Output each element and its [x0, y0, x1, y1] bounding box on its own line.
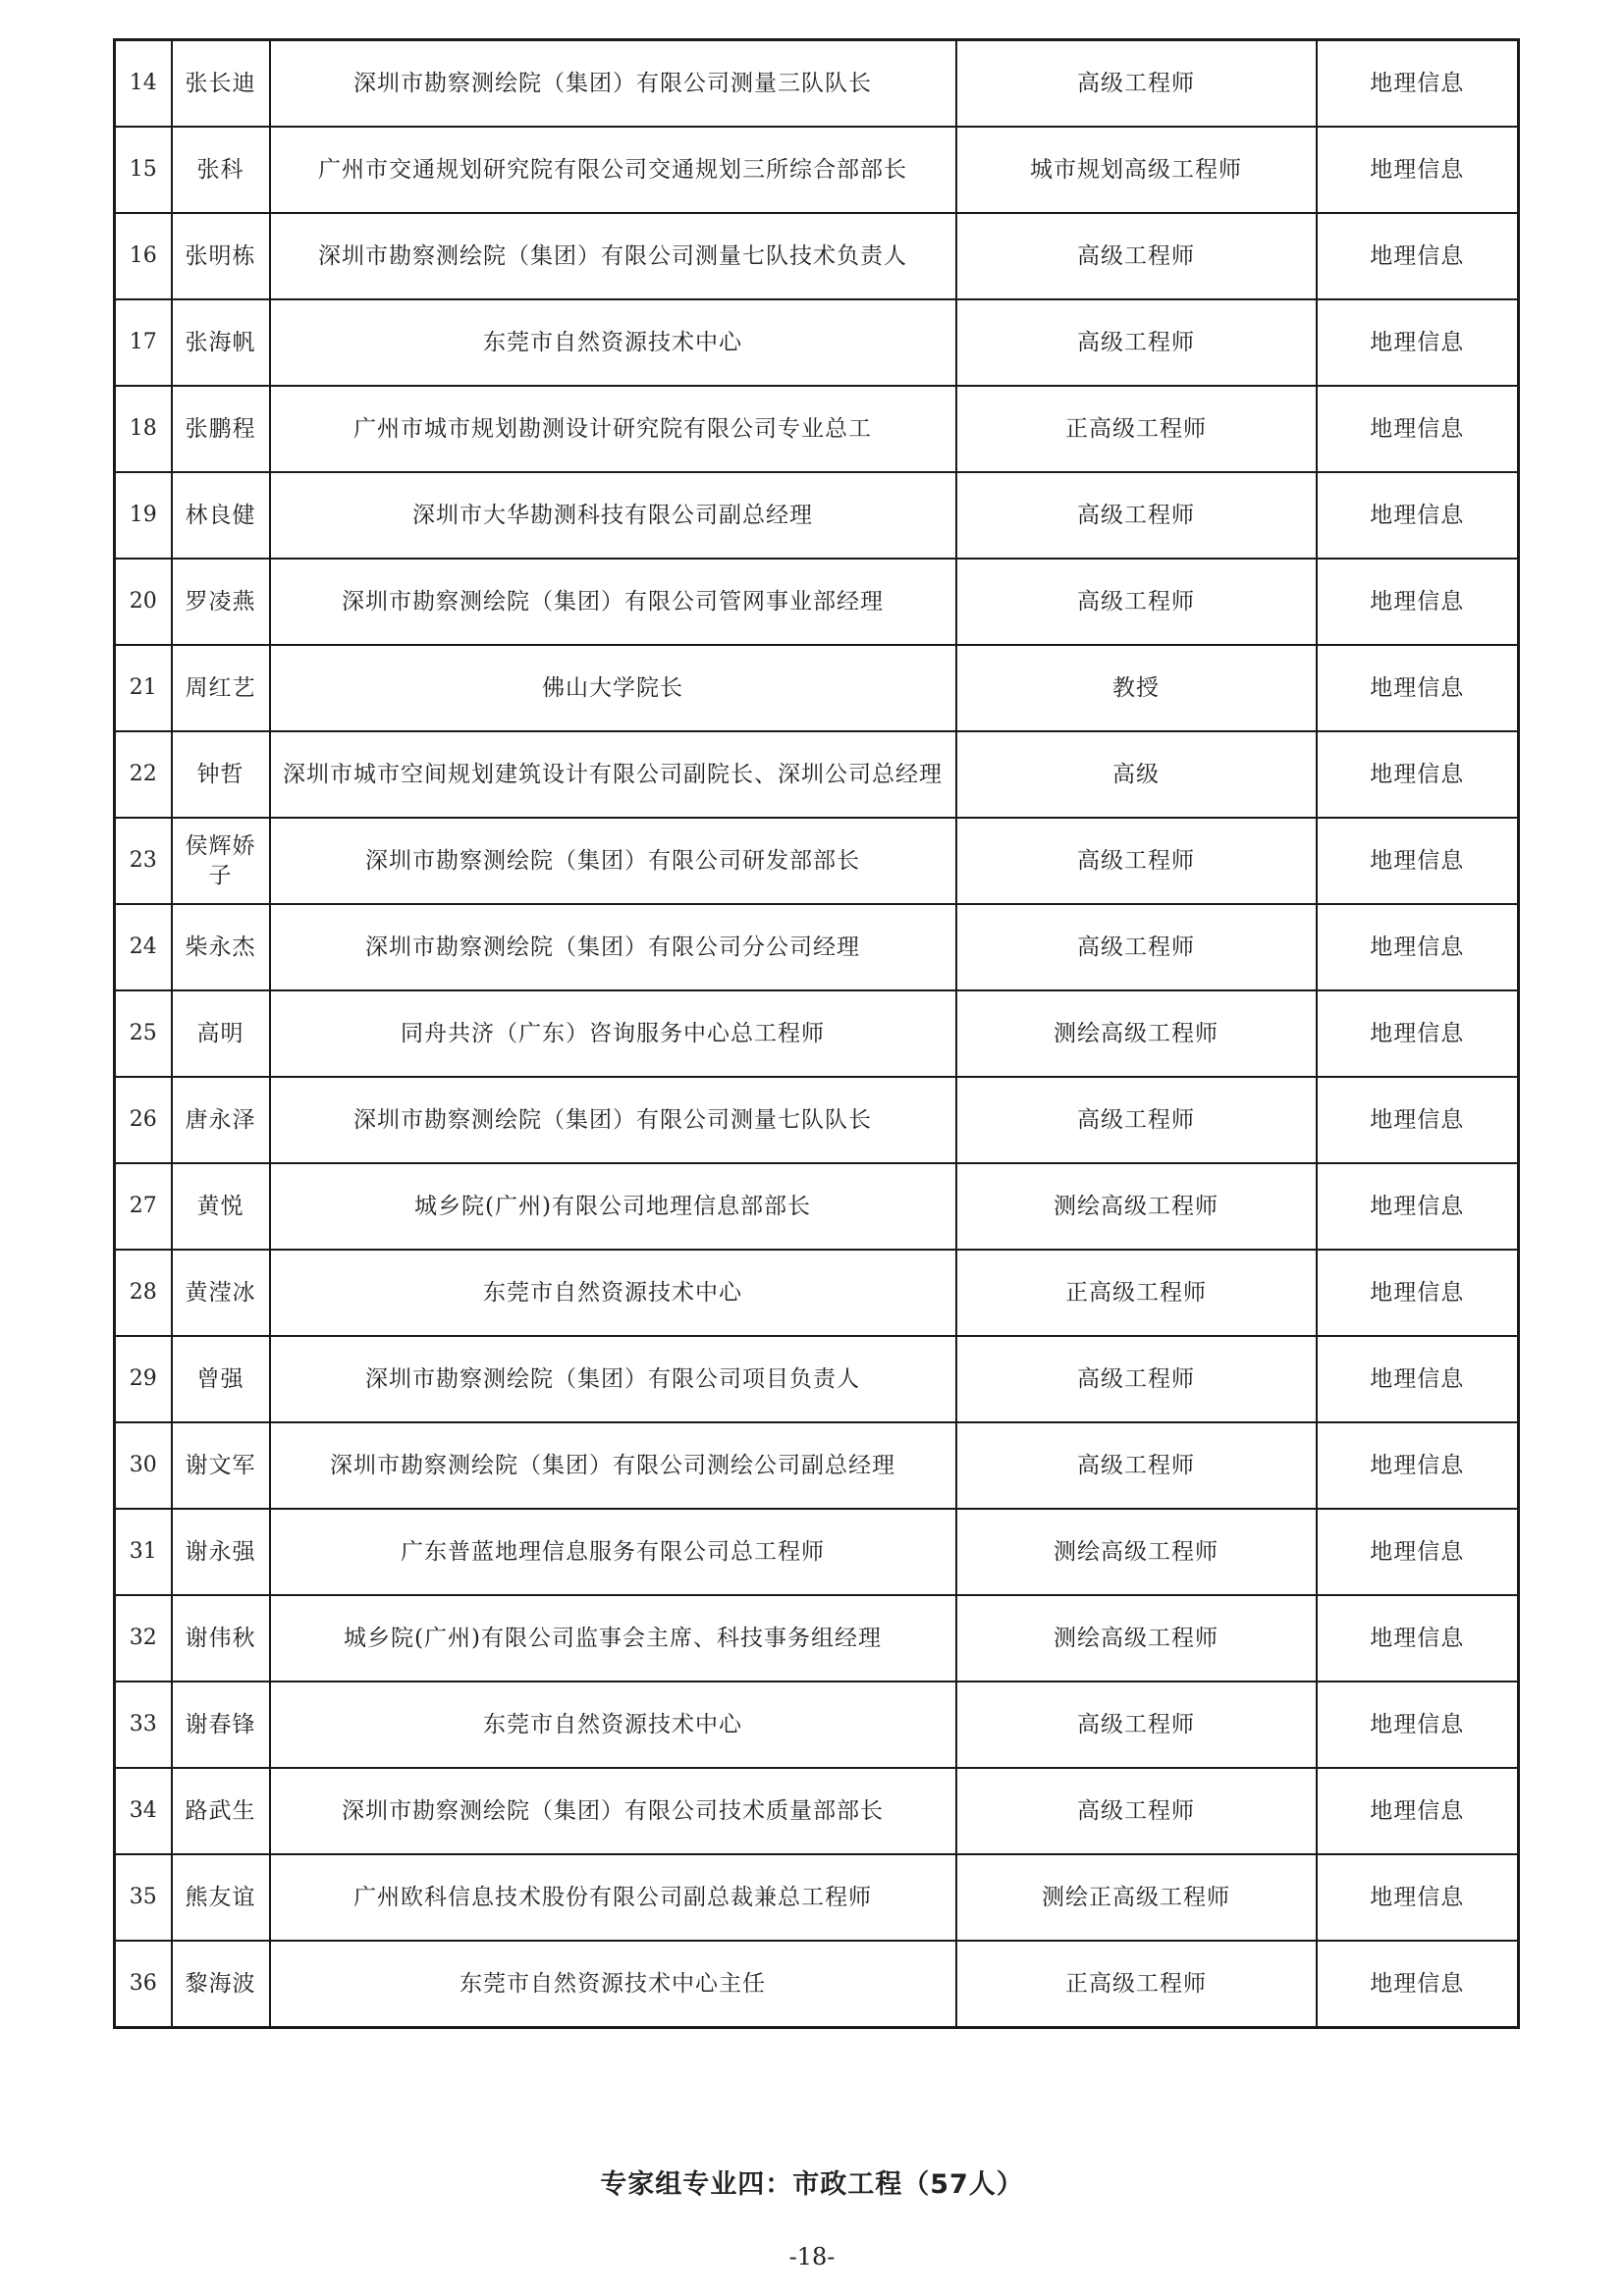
expert-major: 地理信息: [1317, 1163, 1519, 1250]
expert-major: 地理信息: [1317, 1336, 1519, 1422]
table-row: [115, 1682, 1519, 1768]
table-row: [115, 1250, 1519, 1336]
table-row: [115, 1854, 1519, 1941]
expert-name: 谢永强: [172, 1509, 270, 1595]
table-row: [115, 818, 1519, 904]
expert-unit-position: 城乡院(广州)有限公司监事会主席、科技事务组经理: [270, 1595, 956, 1682]
expert-unit-position: 深圳市大华勘测科技有限公司副总经理: [270, 472, 956, 559]
table-row: [115, 386, 1519, 472]
expert-name: 柴永杰: [172, 904, 270, 990]
expert-unit-position: 东莞市自然资源技术中心: [270, 1682, 956, 1768]
expert-name: 罗凌燕: [172, 559, 270, 645]
row-number: 22: [115, 731, 172, 818]
expert-professional-title: 高级工程师: [956, 1682, 1317, 1768]
expert-roster-table: [113, 38, 1520, 2029]
expert-name: 张海帆: [172, 299, 270, 386]
row-number: 34: [115, 1768, 172, 1854]
expert-major: 地理信息: [1317, 1509, 1519, 1595]
expert-name: 黎海波: [172, 1941, 270, 2028]
expert-name: 熊友谊: [172, 1854, 270, 1941]
row-number: 30: [115, 1422, 172, 1509]
table-row: [115, 1422, 1519, 1509]
row-number: 14: [115, 40, 172, 128]
row-number: 20: [115, 559, 172, 645]
expert-name: 谢文军: [172, 1422, 270, 1509]
expert-name: 唐永泽: [172, 1077, 270, 1163]
row-number: 29: [115, 1336, 172, 1422]
expert-name: 张长迪: [172, 40, 270, 128]
expert-professional-title: 正高级工程师: [956, 1941, 1317, 2028]
expert-unit-position: 广东普蓝地理信息服务有限公司总工程师: [270, 1509, 956, 1595]
page-number: -18-: [788, 2243, 836, 2270]
expert-unit-position: 广州市交通规划研究院有限公司交通规划三所综合部部长: [270, 127, 956, 213]
expert-major: 地理信息: [1317, 990, 1519, 1077]
expert-major: 地理信息: [1317, 731, 1519, 818]
expert-name: 路武生: [172, 1768, 270, 1854]
expert-unit-position: 深圳市勘察测绘院（集团）有限公司项目负责人: [270, 1336, 956, 1422]
table-row: [115, 1163, 1519, 1250]
expert-unit-position: 广州欧科信息技术股份有限公司副总裁兼总工程师: [270, 1854, 956, 1941]
row-number: 19: [115, 472, 172, 559]
row-number: 15: [115, 127, 172, 213]
section-title: 专家组专业四：市政工程（57人）: [600, 2169, 1024, 2200]
expert-unit-position: 深圳市勘察测绘院（集团）有限公司测量三队队长: [270, 40, 956, 128]
expert-unit-position: 深圳市勘察测绘院（集团）有限公司研发部部长: [270, 818, 956, 904]
row-number: 18: [115, 386, 172, 472]
expert-major: 地理信息: [1317, 559, 1519, 645]
expert-unit-position: 东莞市自然资源技术中心: [270, 299, 956, 386]
expert-professional-title: 城市规划高级工程师: [956, 127, 1317, 213]
expert-professional-title: 测绘正高级工程师: [956, 1854, 1317, 1941]
expert-unit-position: 东莞市自然资源技术中心主任: [270, 1941, 956, 2028]
expert-unit-position: 城乡院(广州)有限公司地理信息部部长: [270, 1163, 956, 1250]
table-row: [115, 1768, 1519, 1854]
expert-professional-title: 高级: [956, 731, 1317, 818]
row-number: 35: [115, 1854, 172, 1941]
row-number: 27: [115, 1163, 172, 1250]
expert-major: 地理信息: [1317, 1941, 1519, 2028]
expert-unit-position: 佛山大学院长: [270, 645, 956, 731]
expert-professional-title: 高级工程师: [956, 1422, 1317, 1509]
table-row: [115, 1941, 1519, 2028]
expert-professional-title: 正高级工程师: [956, 1250, 1317, 1336]
expert-name: 张明栋: [172, 213, 270, 299]
expert-professional-title: 高级工程师: [956, 818, 1317, 904]
expert-professional-title: 高级工程师: [956, 472, 1317, 559]
expert-professional-title: 高级工程师: [956, 904, 1317, 990]
expert-major: 地理信息: [1317, 127, 1519, 213]
expert-major: 地理信息: [1317, 299, 1519, 386]
expert-name: 钟哲: [172, 731, 270, 818]
expert-name: 林良健: [172, 472, 270, 559]
expert-major: 地理信息: [1317, 213, 1519, 299]
expert-professional-title: 正高级工程师: [956, 386, 1317, 472]
table-row: [115, 213, 1519, 299]
table-row: [115, 472, 1519, 559]
table-row: [115, 1595, 1519, 1682]
row-number: 21: [115, 645, 172, 731]
expert-name: 谢伟秋: [172, 1595, 270, 1682]
expert-name: 曾强: [172, 1336, 270, 1422]
table-row: [115, 299, 1519, 386]
table-row: [115, 127, 1519, 213]
expert-professional-title: 高级工程师: [956, 213, 1317, 299]
table-row: [115, 990, 1519, 1077]
expert-major: 地理信息: [1317, 645, 1519, 731]
expert-name: 黄滢冰: [172, 1250, 270, 1336]
expert-unit-position: 深圳市勘察测绘院（集团）有限公司技术质量部部长: [270, 1768, 956, 1854]
expert-professional-title: 测绘高级工程师: [956, 1509, 1317, 1595]
expert-major: 地理信息: [1317, 1250, 1519, 1336]
expert-professional-title: 测绘高级工程师: [956, 1163, 1317, 1250]
table-row: [115, 559, 1519, 645]
expert-professional-title: 高级工程师: [956, 1336, 1317, 1422]
expert-major: 地理信息: [1317, 1682, 1519, 1768]
expert-major: 地理信息: [1317, 1595, 1519, 1682]
row-number: 17: [115, 299, 172, 386]
expert-unit-position: 同舟共济（广东）咨询服务中心总工程师: [270, 990, 956, 1077]
expert-unit-position: 东莞市自然资源技术中心: [270, 1250, 956, 1336]
row-number: 26: [115, 1077, 172, 1163]
expert-major: 地理信息: [1317, 1422, 1519, 1509]
expert-name: 谢春锋: [172, 1682, 270, 1768]
expert-major: 地理信息: [1317, 386, 1519, 472]
expert-professional-title: 教授: [956, 645, 1317, 731]
expert-professional-title: 测绘高级工程师: [956, 1595, 1317, 1682]
expert-name: 侯辉娇子: [172, 818, 270, 904]
row-number: 16: [115, 213, 172, 299]
table-row: [115, 1336, 1519, 1422]
table-row: [115, 645, 1519, 731]
expert-name: 高明: [172, 990, 270, 1077]
expert-major: 地理信息: [1317, 1077, 1519, 1163]
row-number: 31: [115, 1509, 172, 1595]
table-row: [115, 1509, 1519, 1595]
expert-unit-position: 深圳市勘察测绘院（集团）有限公司分公司经理: [270, 904, 956, 990]
row-number: 28: [115, 1250, 172, 1336]
expert-major: 地理信息: [1317, 40, 1519, 128]
expert-unit-position: 广州市城市规划勘测设计研究院有限公司专业总工: [270, 386, 956, 472]
expert-professional-title: 高级工程师: [956, 559, 1317, 645]
expert-professional-title: 高级工程师: [956, 1768, 1317, 1854]
expert-major: 地理信息: [1317, 904, 1519, 990]
table-row: [115, 40, 1519, 128]
table-row: [115, 731, 1519, 818]
row-number: 25: [115, 990, 172, 1077]
expert-unit-position: 深圳市勘察测绘院（集团）有限公司测量七队技术负责人: [270, 213, 956, 299]
row-number: 32: [115, 1595, 172, 1682]
expert-unit-position: 深圳市勘察测绘院（集团）有限公司测量七队队长: [270, 1077, 956, 1163]
expert-name: 周红艺: [172, 645, 270, 731]
table-row: [115, 1077, 1519, 1163]
expert-unit-position: 深圳市勘察测绘院（集团）有限公司测绘公司副总经理: [270, 1422, 956, 1509]
roster-body: [115, 40, 1519, 2028]
expert-professional-title: 高级工程师: [956, 40, 1317, 128]
expert-name: 张科: [172, 127, 270, 213]
expert-major: 地理信息: [1317, 1768, 1519, 1854]
expert-major: 地理信息: [1317, 472, 1519, 559]
expert-unit-position: 深圳市勘察测绘院（集团）有限公司管网事业部经理: [270, 559, 956, 645]
table-row: [115, 904, 1519, 990]
row-number: 33: [115, 1682, 172, 1768]
expert-name: 黄悦: [172, 1163, 270, 1250]
expert-major: 地理信息: [1317, 1854, 1519, 1941]
expert-professional-title: 测绘高级工程师: [956, 990, 1317, 1077]
row-number: 24: [115, 904, 172, 990]
expert-name: 张鹏程: [172, 386, 270, 472]
row-number: 23: [115, 818, 172, 904]
expert-major: 地理信息: [1317, 818, 1519, 904]
expert-unit-position: 深圳市城市空间规划建筑设计有限公司副院长、深圳公司总经理: [270, 731, 956, 818]
row-number: 36: [115, 1941, 172, 2028]
expert-professional-title: 高级工程师: [956, 299, 1317, 386]
expert-professional-title: 高级工程师: [956, 1077, 1317, 1163]
